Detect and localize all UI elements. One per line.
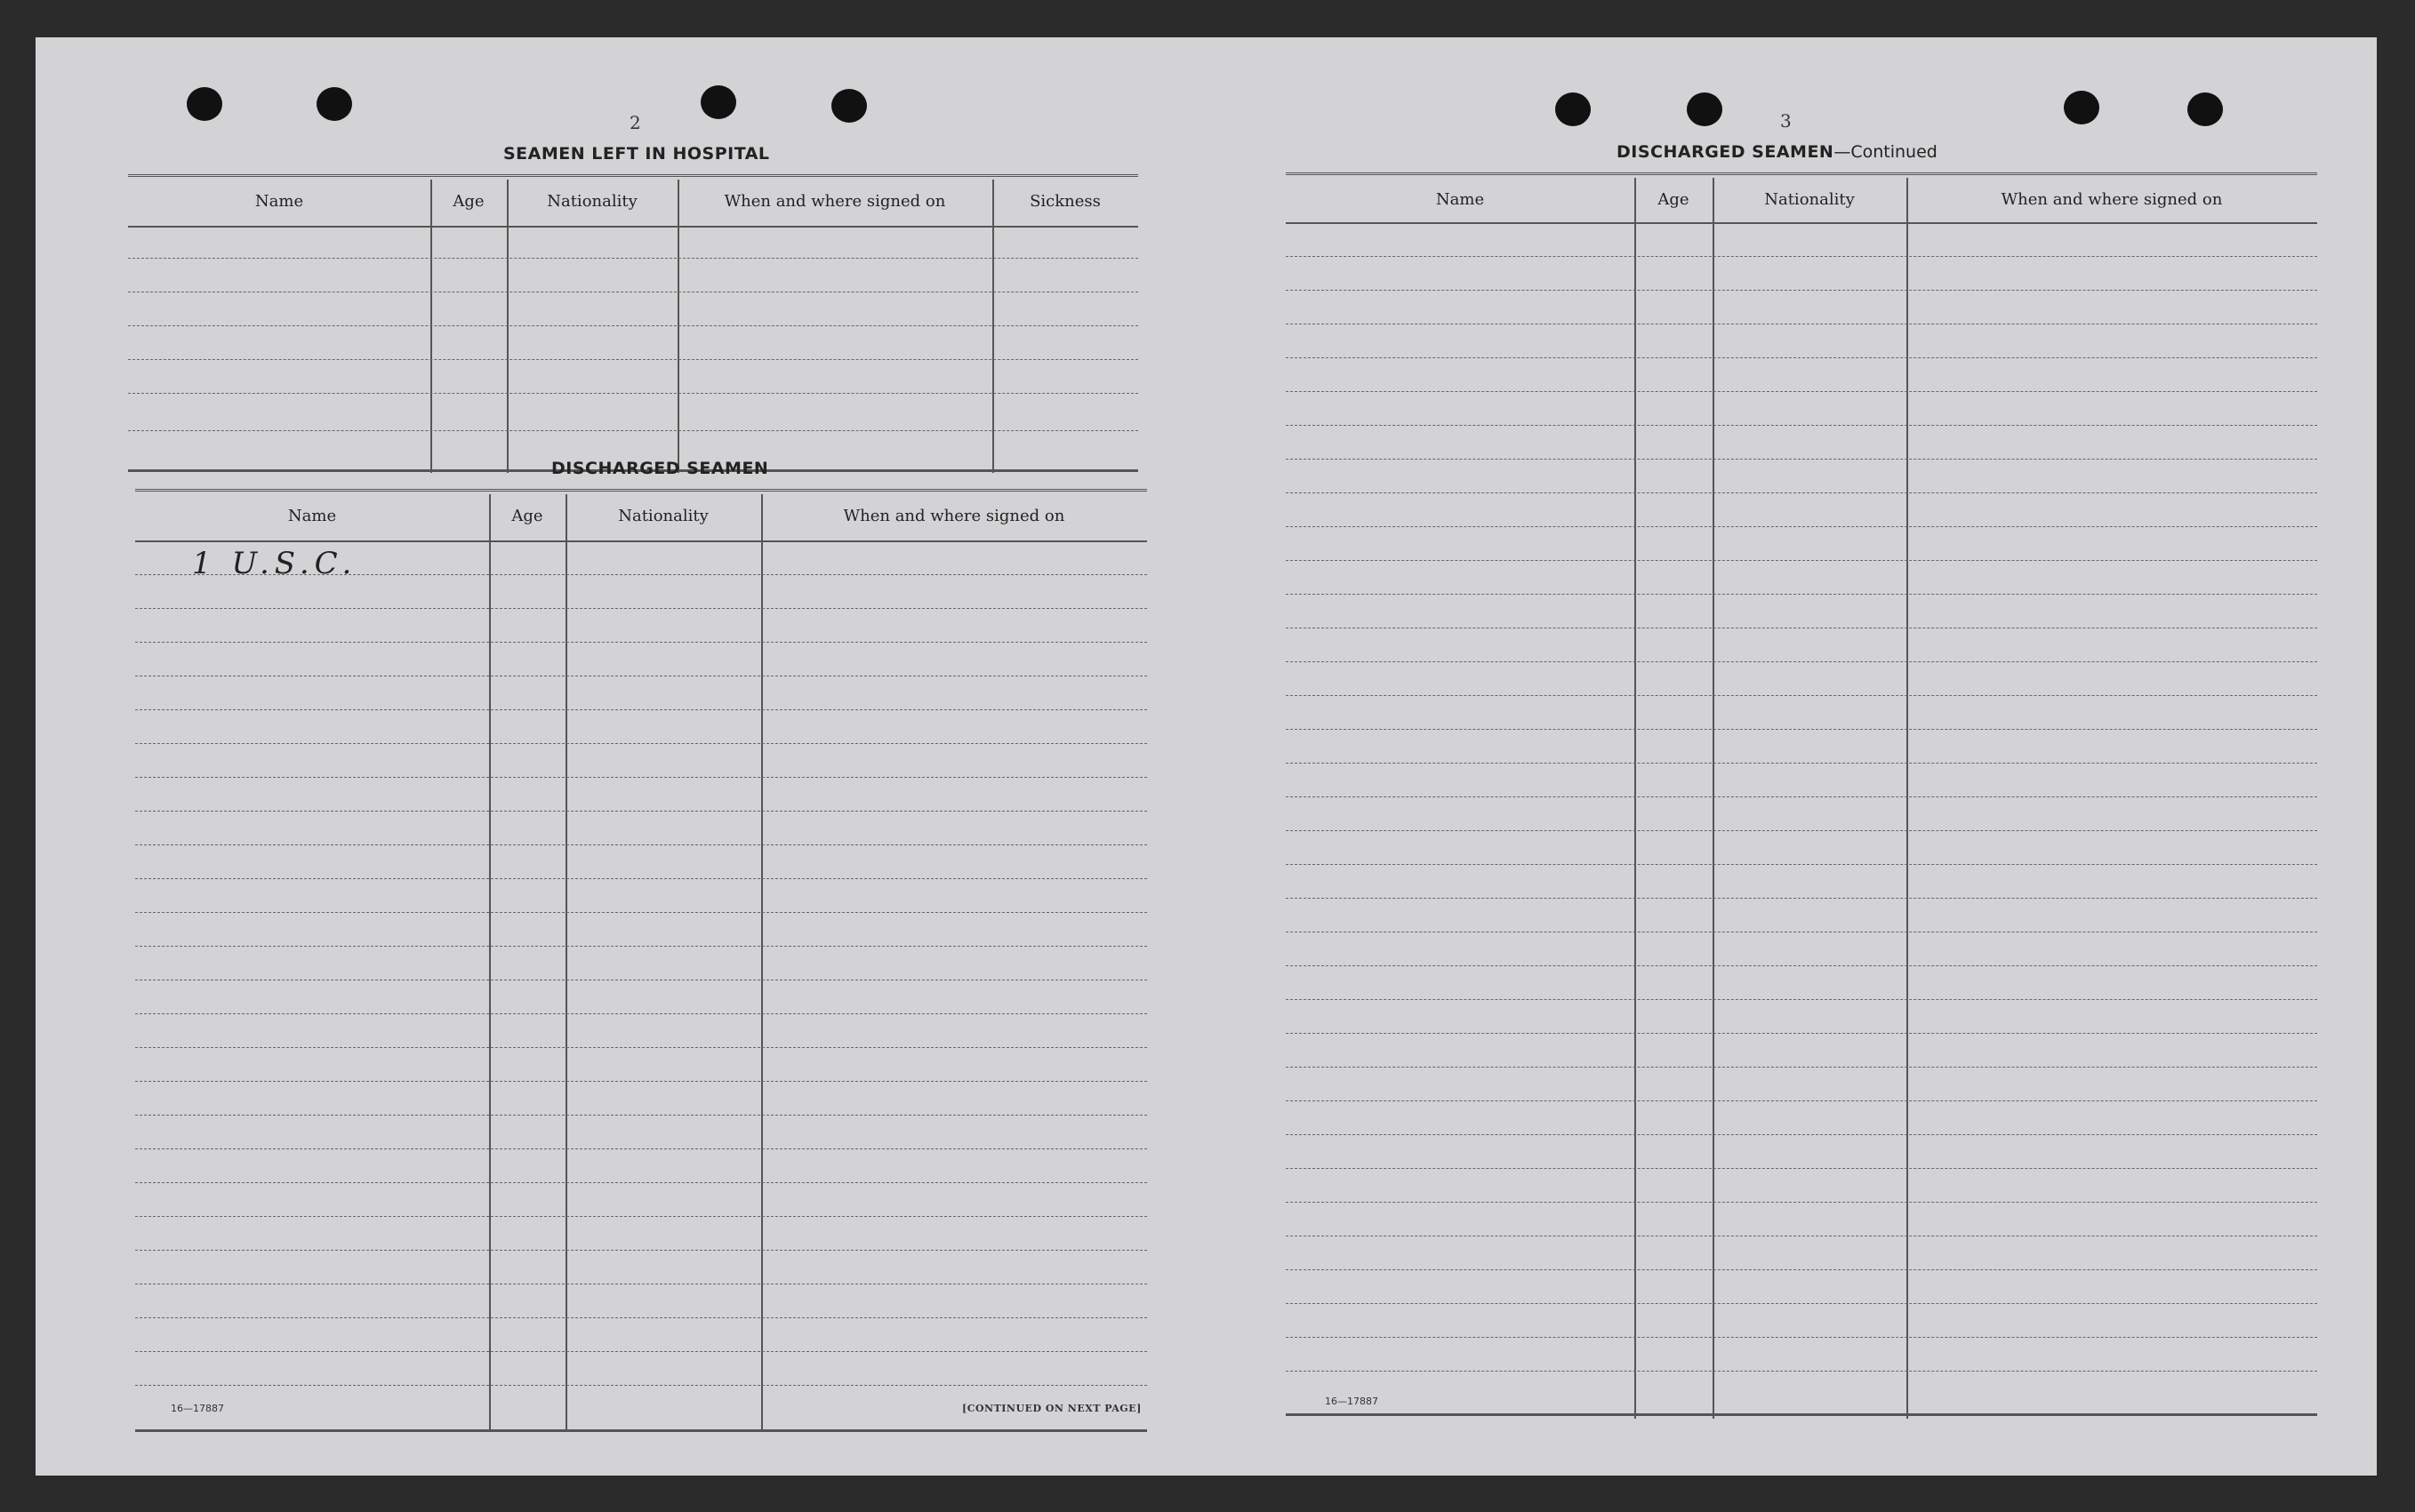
- row-rule: [135, 1385, 1147, 1386]
- table-rule: [128, 174, 1138, 177]
- column-divider: [566, 494, 567, 1431]
- form-sheet: [36, 37, 2377, 1476]
- discharged-continued-table: [1286, 172, 2317, 1419]
- row-rule: [1286, 763, 2317, 764]
- row-rule: [135, 1148, 1147, 1149]
- punch-hole: [1555, 92, 1591, 126]
- row-rule: [135, 912, 1147, 913]
- row-rule: [1286, 1202, 2317, 1203]
- row-rule: [128, 359, 1138, 360]
- row-rule: [1286, 1168, 2317, 1169]
- row-rule: [135, 1013, 1147, 1014]
- row-rule: [128, 430, 1138, 431]
- row-rule: [135, 709, 1147, 710]
- title-text: DISCHARGED SEAMEN: [1617, 142, 1834, 162]
- row-rule: [1286, 1067, 2317, 1068]
- row-rule: [135, 1115, 1147, 1116]
- row-rule: [128, 325, 1138, 326]
- table-rule: [1286, 222, 2317, 224]
- form-number: 16—17887: [171, 1403, 224, 1414]
- row-rule: [135, 1081, 1147, 1082]
- column-divider: [761, 494, 763, 1431]
- row-rule: [1286, 391, 2317, 392]
- column-divider: [1906, 178, 1908, 1419]
- column-divider: [1634, 178, 1636, 1419]
- column-divider: [507, 180, 509, 473]
- discharged-table: [135, 489, 1147, 1433]
- table-rule: [135, 1429, 1147, 1432]
- column-header-name: Name: [287, 507, 337, 525]
- row-rule: [135, 743, 1147, 744]
- column-header-nationality: Nationality: [547, 192, 638, 211]
- row-rule: [135, 1250, 1147, 1251]
- row-rule: [1286, 695, 2317, 696]
- row-rule: [135, 946, 1147, 947]
- row-rule: [1286, 999, 2317, 1000]
- column-header-age: Age: [1657, 190, 1689, 209]
- row-rule: [135, 844, 1147, 845]
- row-rule: [1286, 729, 2317, 730]
- table-rule: [1286, 1413, 2317, 1416]
- row-rule: [135, 608, 1147, 609]
- row-rule: [135, 1216, 1147, 1217]
- hospital-section-title: SEAMEN LEFT IN HOSPITAL: [503, 144, 770, 164]
- column-header-age: Age: [453, 192, 485, 211]
- column-header-signed-on: When and where signed on: [2001, 190, 2223, 209]
- row-rule: [1286, 1337, 2317, 1338]
- row-rule: [1286, 256, 2317, 257]
- row-rule: [1286, 1134, 2317, 1135]
- row-rule: [1286, 796, 2317, 797]
- row-rule: [1286, 526, 2317, 527]
- column-header-sickness: Sickness: [1030, 192, 1101, 211]
- table-rule: [135, 540, 1147, 542]
- column-header-nationality: Nationality: [618, 507, 709, 525]
- row-rule: [1286, 492, 2317, 493]
- row-rule: [1286, 560, 2317, 561]
- column-header-name: Name: [254, 192, 304, 211]
- column-divider: [430, 180, 432, 473]
- row-rule: [1286, 1100, 2317, 1101]
- row-rule: [135, 1317, 1147, 1318]
- column-divider: [489, 494, 491, 1431]
- continued-note: [CONTINUED ON NEXT PAGE]: [962, 1403, 1142, 1414]
- row-rule: [1286, 830, 2317, 831]
- row-rule: [128, 258, 1138, 259]
- row-rule: [135, 777, 1147, 778]
- discharged-continued-title: [1617, 142, 1938, 162]
- row-rule: [135, 811, 1147, 812]
- page-number: 2: [630, 112, 641, 133]
- punch-hole: [1687, 92, 1722, 126]
- row-rule: [1286, 357, 2317, 358]
- punch-hole: [317, 87, 352, 121]
- row-rule: [135, 642, 1147, 643]
- punch-hole: [2064, 91, 2099, 124]
- row-rule: [1286, 459, 2317, 460]
- discharged-section-title: DISCHARGED SEAMEN: [551, 459, 769, 478]
- title-suffix: —Continued: [1833, 142, 1938, 162]
- column-divider: [992, 180, 994, 473]
- row-rule: [1286, 1269, 2317, 1270]
- row-rule: [1286, 1371, 2317, 1372]
- row-rule: [1286, 290, 2317, 291]
- row-rule: [1286, 425, 2317, 426]
- table-rule: [135, 489, 1147, 492]
- punch-hole: [701, 85, 736, 119]
- row-rule: [1286, 965, 2317, 966]
- row-rule: [1286, 898, 2317, 899]
- column-header-signed-on: When and where signed on: [843, 507, 1065, 525]
- row-rule: [1286, 864, 2317, 865]
- column-divider: [678, 180, 679, 473]
- row-rule: [1286, 1303, 2317, 1304]
- handwritten-entry: 1 U.S.C.: [192, 546, 357, 581]
- punch-hole: [187, 87, 222, 121]
- row-rule: [135, 1182, 1147, 1183]
- row-rule: [1286, 661, 2317, 662]
- column-header-age: Age: [511, 507, 543, 525]
- row-rule: [135, 1351, 1147, 1352]
- punch-hole: [831, 89, 867, 123]
- row-rule: [1286, 594, 2317, 595]
- column-header-signed-on: When and where signed on: [724, 192, 946, 211]
- row-rule: [135, 878, 1147, 879]
- table-rule: [128, 226, 1138, 228]
- column-divider: [1713, 178, 1714, 1419]
- row-rule: [135, 1047, 1147, 1048]
- form-number: 16—17887: [1325, 1396, 1378, 1407]
- row-rule: [1286, 1033, 2317, 1034]
- column-header-name: Name: [1435, 190, 1485, 209]
- hospital-table: [128, 174, 1138, 473]
- row-rule: [128, 393, 1138, 394]
- page-number: 3: [1780, 110, 1792, 132]
- table-rule: [1286, 172, 2317, 175]
- column-header-nationality: Nationality: [1764, 190, 1855, 209]
- punch-hole: [2187, 92, 2223, 126]
